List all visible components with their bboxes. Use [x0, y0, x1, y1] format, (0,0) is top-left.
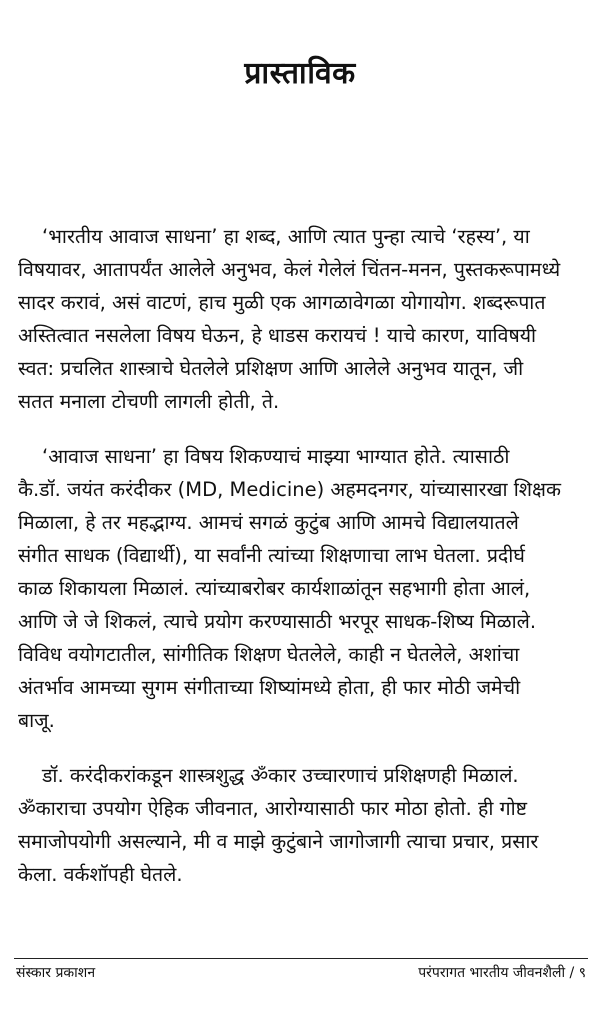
text-line-7: ‘आवाज साधना’ हा विषय शिकण्याचं माझ्या भाग्यात होते. त्यासाठी [42, 445, 510, 468]
text-line-3: सादर करावं, असं वाटणं, हाच मुळी एक आगळावेगळा योगायोग. शब्दरूपात [18, 291, 546, 314]
footer-divider [14, 958, 588, 959]
text-line-4: अस्तित्वात नसलेला विषय घेऊन, हे धाडस करायचं ! याचे कारण, याविषयी [18, 324, 537, 347]
text-line-8: कै.डॉ. जयंत करंदीकर (MD, Medicine) अहमदनगर, यांच्यासारखा शिक्षक [18, 478, 561, 501]
text-line-10: संगीत साधक (विद्यार्थी), या सर्वांनी त्यांच्या शिक्षणाचा लाभ घेतला. प्रदीर्घ [18, 544, 525, 567]
text-line-13: विविध वयोगटातील, सांगीतिक शिक्षण घेतलेले, काही न घेतलेले, अशांचा [18, 643, 520, 666]
text-line-6: सतत मनाला टोचणी लागली होती, ते. [18, 390, 280, 413]
footer-book-page: परंपरागत भारतीय जीवनशैली / ९ [418, 965, 586, 981]
text-line-18: समाजोपयोगी असल्याने, मी व माझे कुटुंबाने जागोजागी त्याचा प्रचार, प्रसार [18, 830, 539, 853]
footer-publisher: संस्कार प्रकाशन [16, 965, 96, 981]
text-line-2: विषयावर, आतापर्यंत आलेले अनुभव, केलं गेलेलं चिंतन-मनन, पुस्तकरूपामध्ये [18, 258, 561, 281]
text-line-9: मिळाला, हे तर महद्भाग्य. आमचं सगळं कुटुंब आणि आमचे विद्यालयातले [18, 511, 519, 534]
text-line-1: ‘भारतीय आवाज साधना’ हा शब्द, आणि त्यात पुन्हा त्याचे ‘रहस्य’, या [42, 225, 530, 248]
text-line-5: स्वत: प्रचलित शास्त्राचे घेतलेले प्रशिक्षण आणि आलेले अनुभव यातून, जी [18, 357, 524, 380]
text-line-12: आणि जे जे शिकलं, त्याचे प्रयोग करण्यासाठी भरपूर साधक-शिष्य मिळाले. [18, 610, 537, 633]
page-title: प्रास्ताविक [244, 56, 356, 92]
text-line-15: बाजू. [18, 709, 55, 732]
text-line-19: केला. वर्कशॉपही घेतले. [18, 863, 183, 886]
text-line-16: डॉ. करंदीकरांकडून शास्त्रशुद्ध ॐकार उच्चारणाचं प्रशिक्षणही मिळालं. [42, 764, 519, 787]
text-line-11: काळ शिकायला मिळालं. त्यांच्याबरोबर कार्यशाळांतून सहभागी होता आलं, [18, 577, 531, 600]
text-line-17: ॐकाराचा उपयोग ऐहिक जीवनात, आरोग्यासाठी फार मोठा होतो. ही गोष्ट [18, 797, 528, 820]
text-line-14: अंतर्भाव आमच्या सुगम संगीताच्या शिष्यांमध्ये होता, ही फार मोठी जमेची [18, 676, 521, 699]
